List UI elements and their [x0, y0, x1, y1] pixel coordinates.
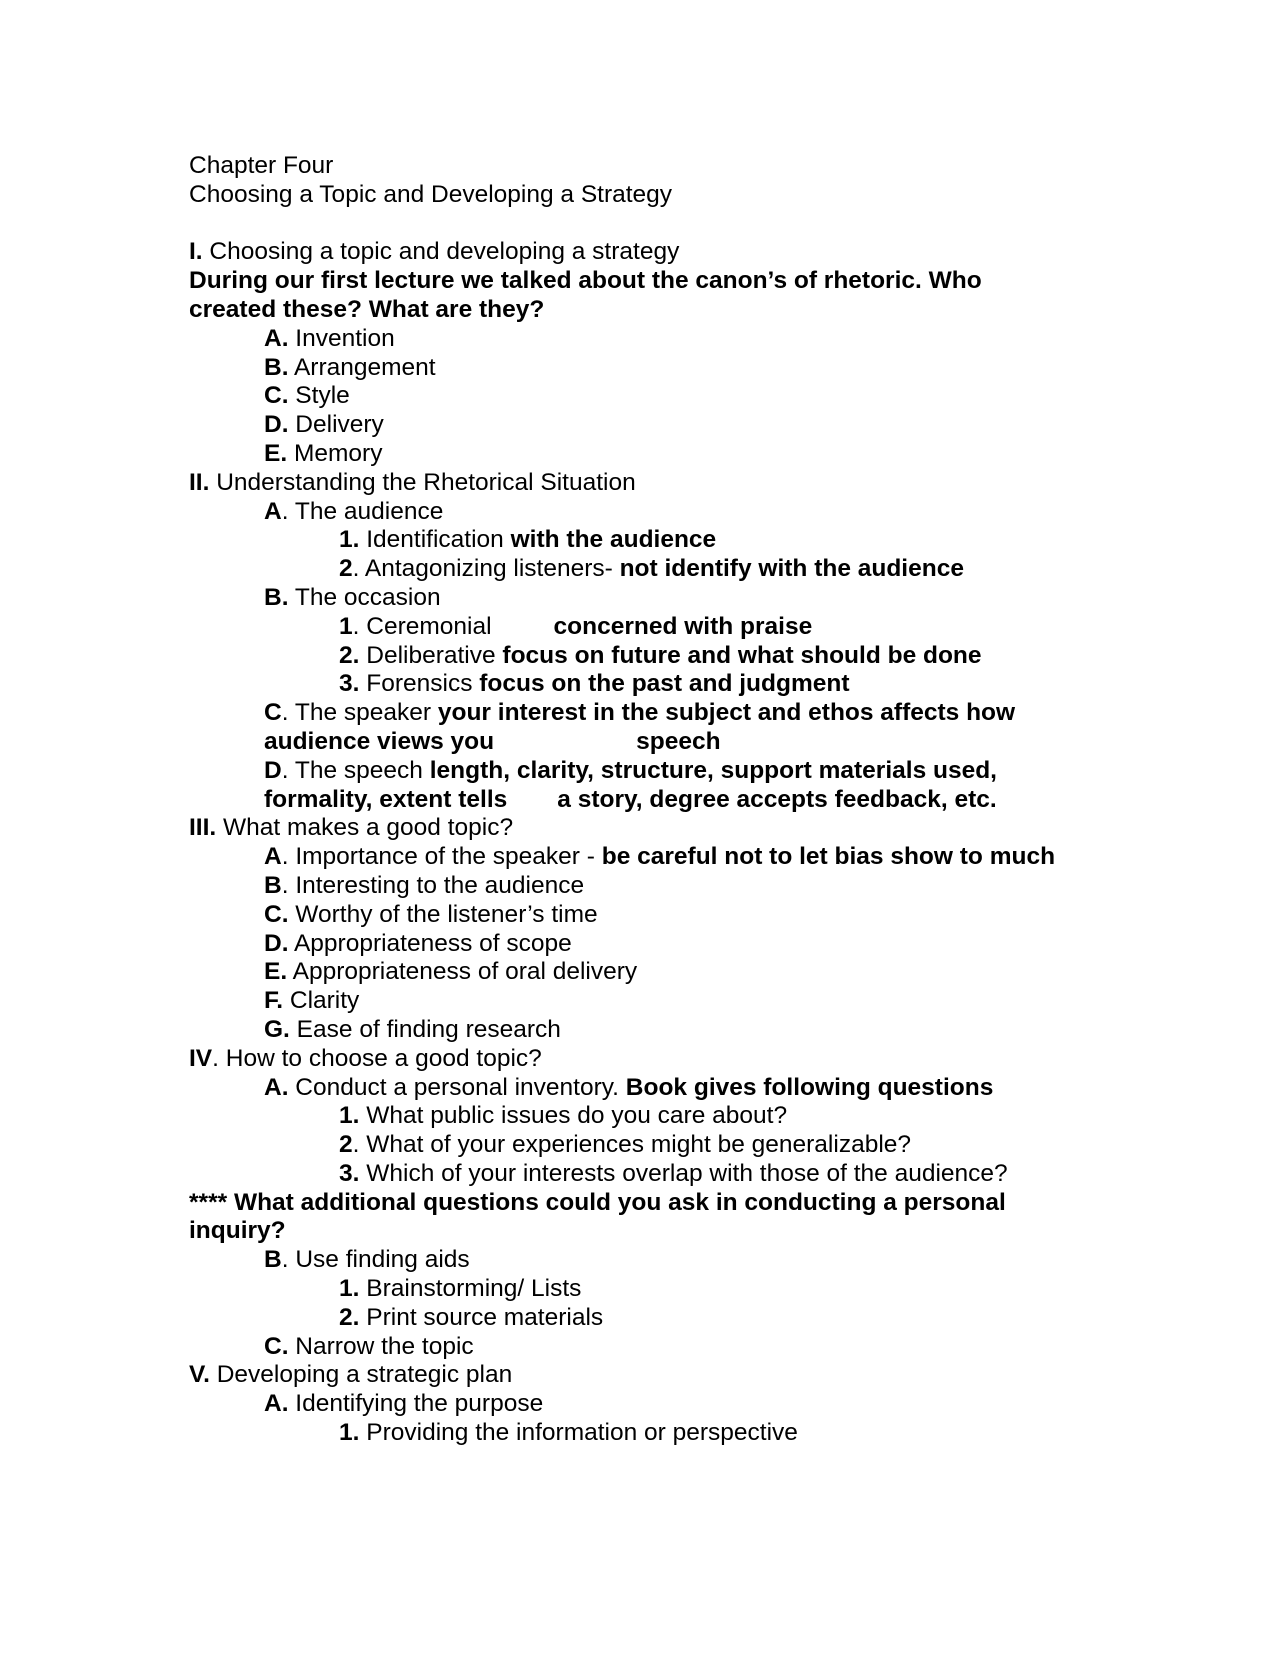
- item-note: not identify with the audience: [619, 555, 964, 583]
- section-number: II.: [189, 468, 210, 496]
- item-number: 3.: [339, 1159, 360, 1187]
- item-letter: A.: [264, 1390, 289, 1418]
- item-letter: C.: [264, 382, 289, 410]
- outline-subitem: [189, 1304, 1129, 1333]
- item-text: Clarity: [283, 987, 360, 1015]
- section-title: Choosing a topic and developing a strategy: [202, 238, 680, 266]
- item-letter: A.: [264, 324, 289, 352]
- item-number: 2: [339, 1131, 353, 1159]
- chapter-title: Choosing a Topic and Developing a Strategy: [189, 180, 673, 208]
- section-number: I.: [189, 238, 203, 266]
- outline-item: [189, 325, 1129, 354]
- item-text: . The speaker: [281, 699, 438, 727]
- item-text: Identification: [359, 526, 511, 554]
- item-text: Memory: [287, 439, 383, 467]
- outline-item: [189, 584, 1129, 613]
- item-text: . What of your experiences might be generalizable?: [352, 1131, 912, 1159]
- outline-item: [189, 901, 1129, 930]
- outline-item: [189, 498, 1129, 527]
- item-text: . Importance of the speaker -: [281, 843, 602, 871]
- item-letter: B: [264, 871, 282, 899]
- item-letter: A: [264, 843, 282, 871]
- item-text: Brainstorming/ Lists: [359, 1275, 582, 1303]
- item-text: Style: [288, 382, 350, 410]
- section-title: Developing a strategic plan: [209, 1361, 513, 1389]
- blank-line: [189, 210, 1129, 239]
- section-heading: [189, 469, 1129, 498]
- item-letter: F.: [264, 987, 284, 1015]
- question-line: [189, 1217, 1129, 1246]
- outline-item: [189, 872, 1129, 901]
- section-heading: [189, 1361, 1129, 1390]
- outline-subitem: [189, 1419, 1129, 1448]
- item-letter: C.: [264, 900, 289, 928]
- outline-item: [189, 440, 1129, 469]
- item-note: formality, extent tells: [264, 785, 508, 813]
- item-text: . The speech: [281, 756, 430, 784]
- outline-item: [189, 1390, 1129, 1419]
- item-letter: B.: [264, 583, 289, 611]
- item-text: . The audience: [281, 497, 444, 525]
- item-text: . Ceremonial: [352, 612, 492, 640]
- item-text: Arrangement: [288, 353, 436, 381]
- item-text: Worthy of the listener’s time: [288, 900, 598, 928]
- item-letter: E.: [264, 958, 288, 986]
- item-letter: E.: [264, 439, 288, 467]
- section-heading: [189, 238, 1129, 267]
- outline-item-continued: [189, 728, 1129, 757]
- item-number: 3.: [339, 670, 360, 698]
- item-note: length, clarity, structure, support materials used,: [429, 756, 997, 784]
- item-text: Narrow the topic: [288, 1332, 474, 1360]
- item-note: with the audience: [510, 526, 717, 554]
- question-text: inquiry?: [189, 1217, 286, 1245]
- outline-item: [189, 699, 1129, 728]
- outline-subitem: [189, 670, 1129, 699]
- item-number: 1: [339, 612, 353, 640]
- question-line: [189, 267, 1129, 296]
- item-text: Appropriateness of oral delivery: [287, 958, 638, 986]
- item-letter: A: [264, 497, 282, 525]
- item-number: 2.: [339, 641, 360, 669]
- item-number: 1.: [339, 526, 360, 554]
- question-text: created these? What are they?: [189, 295, 545, 323]
- item-note: be careful not to let bias show to much: [601, 843, 1056, 871]
- item-text: Forensics: [359, 670, 480, 698]
- section-heading: [189, 1045, 1129, 1074]
- outline-item: [189, 1016, 1129, 1045]
- item-note: Book gives following questions: [625, 1073, 994, 1101]
- question-line: [189, 296, 1129, 325]
- item-note: your interest in the subject and ethos affects how: [437, 699, 1016, 727]
- outline-subitem: [189, 613, 1129, 642]
- outline-item: [189, 843, 1129, 872]
- item-number: 1.: [339, 1102, 360, 1130]
- item-text: Conduct a personal inventory.: [288, 1073, 626, 1101]
- item-text: Providing the information or perspective: [359, 1419, 798, 1447]
- section-title: . How to choose a good topic?: [212, 1044, 542, 1072]
- item-note: audience views you: [264, 727, 495, 755]
- item-text: Deliberative: [359, 641, 503, 669]
- outline-item: [189, 930, 1129, 959]
- item-letter: D.: [264, 411, 289, 439]
- item-letter: C: [264, 699, 282, 727]
- outline-item: [189, 382, 1129, 411]
- section-heading: [189, 814, 1129, 843]
- item-text: Which of your interests overlap with those of the audience?: [359, 1159, 1008, 1187]
- item-letter: C.: [264, 1332, 289, 1360]
- item-letter: B.: [264, 353, 289, 381]
- outline-item: [189, 1074, 1129, 1103]
- section-number: IV: [189, 1044, 213, 1072]
- outline-item: [189, 987, 1129, 1016]
- outline: [189, 152, 1129, 1448]
- item-text: Delivery: [288, 411, 384, 439]
- question-text: During our first lecture we talked about the canon’s of rhetoric. Who: [189, 267, 982, 295]
- outline-item: [189, 958, 1129, 987]
- item-letter: B: [264, 1246, 282, 1274]
- item-number: 2: [339, 555, 353, 583]
- item-note: a story, degree accepts feedback, etc.: [557, 785, 997, 813]
- item-letter: D: [264, 756, 282, 784]
- outline-subitem: [189, 1102, 1129, 1131]
- item-text: The occasion: [288, 583, 441, 611]
- outline-item: [189, 411, 1129, 440]
- item-number: 2.: [339, 1303, 360, 1331]
- item-note: concerned with praise: [553, 612, 813, 640]
- outline-subitem: [189, 555, 1129, 584]
- item-text: . Antagonizing listeners-: [352, 555, 620, 583]
- outline-subitem: [189, 1275, 1129, 1304]
- item-text: Appropriateness of scope: [288, 929, 572, 957]
- item-text: Identifying the purpose: [288, 1390, 544, 1418]
- item-text: Print source materials: [359, 1303, 604, 1331]
- item-letter: G.: [264, 1015, 290, 1043]
- outline-item: [189, 1246, 1129, 1275]
- item-text: Ease of finding research: [289, 1015, 561, 1043]
- outline-subitem: [189, 526, 1129, 555]
- item-text: Invention: [288, 324, 395, 352]
- outline-subitem: [189, 1131, 1129, 1160]
- outline-subitem: [189, 1160, 1129, 1189]
- section-title: Understanding the Rhetorical Situation: [209, 468, 636, 496]
- outline-item: [189, 1333, 1129, 1362]
- outline-subitem: [189, 642, 1129, 671]
- item-text: What public issues do you care about?: [359, 1102, 788, 1130]
- outline-item: [189, 757, 1129, 786]
- question-line: [189, 1189, 1129, 1218]
- item-text: . Use finding aids: [281, 1246, 470, 1274]
- outline-item-continued: [189, 786, 1129, 815]
- outline-item: [189, 354, 1129, 383]
- item-number: 1.: [339, 1275, 360, 1303]
- section-number: V.: [189, 1361, 210, 1389]
- item-note: speech: [636, 727, 721, 755]
- section-title: What makes a good topic?: [216, 814, 514, 842]
- item-letter: D.: [264, 929, 289, 957]
- item-note: focus on future and what should be done: [502, 641, 982, 669]
- item-number: 1.: [339, 1419, 360, 1447]
- item-letter: A.: [264, 1073, 289, 1101]
- chapter-label: Chapter Four: [189, 152, 334, 179]
- item-note: focus on the past and judgment: [479, 670, 850, 698]
- item-text: . Interesting to the audience: [281, 871, 585, 899]
- section-number: III.: [189, 814, 217, 842]
- question-text: **** What additional questions could you ask in conducting a personal: [189, 1188, 1006, 1216]
